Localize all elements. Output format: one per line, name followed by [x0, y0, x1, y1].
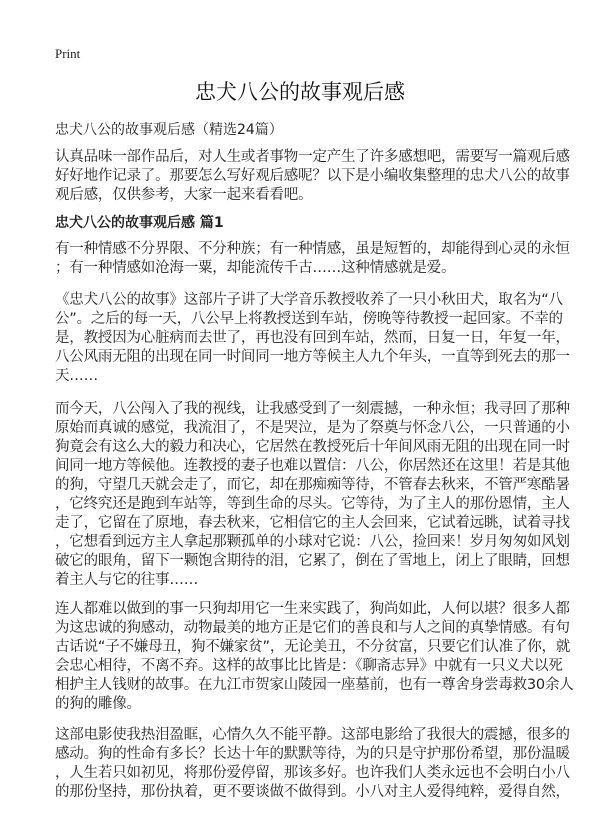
line: ；有一种情感如沧海一粟，却能流传千古……这种情感就是爱。 — [55, 260, 456, 276]
line: 为这忠诚的狗感动，动物最美的地方正是它们的善良和与人之间的真挚情感。有句 — [55, 620, 570, 636]
line: ，它终究还是跑到车站等，等到生命的尽头。它等待，为了主人的那份恩情，主人 — [55, 496, 570, 512]
line: 破它的眼角，留下一颗饱含期待的泪，它累了，倒在了雪地上，闭上了眼睛，回想 — [55, 553, 570, 569]
line: ，人生若只如初见，将那份爱停留，那该多好。也许我们人类永远也不会明白小八 — [55, 765, 570, 781]
section-heading: 忠犬八公的故事观后感 篇1 — [55, 215, 224, 231]
paragraph-5 — [55, 726, 570, 802]
line: 这部电影使我热泪盈眶，心情久久不能平静。这部电影给了我很大的震撼，很多的 — [55, 727, 570, 743]
line: 的狗的雕像。 — [55, 696, 141, 712]
paragraph-2 — [55, 291, 570, 386]
paragraph-4 — [55, 600, 574, 714]
line: 是，教授因为心脏病而去世了，再也没有回到车站，然而，日复一日，年复一年， — [55, 330, 570, 346]
line: 公”。之后的每一天，八公早上将教授送到车站，傍晚等待教授一起回家。不幸的 — [55, 311, 563, 327]
page-title: 忠犬八公的故事观后感 — [195, 80, 405, 104]
line: 好好地作记录了。那要怎么写好观后感呢？以下是小编收集整理的忠犬八公的故事 — [55, 168, 570, 184]
line: 间同一地方等候他。连教授的妻子也难以置信：八公，你居然还在这里！若是其他 — [55, 458, 570, 474]
print-link[interactable]: Print — [55, 46, 81, 61]
line: 《忠犬八公的故事》这部片子讲了大学音乐教授收养了一只小秋田犬，取名为“八 — [55, 292, 563, 308]
line: 天…… — [55, 368, 98, 384]
line: 有一种情感不分界限、不分种族；有一种情感，虽是短暂的，却能得到心灵的永恒 — [55, 241, 570, 257]
line: 连人都难以做到的事一只狗却用它一生来实践了，狗尚如此，人何以堪？很多人都 — [55, 601, 570, 617]
subtitle: 忠犬八公的故事观后感（精选24篇） — [55, 122, 283, 138]
line: 会忠心相待，不离不弃。这样的故事比比皆是：《聊斋志异》中就有一只义犬以死 — [55, 658, 563, 674]
line: 而今天，八公闯入了我的视线，让我感受到了一刻震撼，一种永恒；我寻回了那种 — [55, 401, 570, 417]
line: 的那份坚持，那份执着，更不要谈做不做得到。小八对主人爱得纯粹，爱得自然， — [55, 784, 570, 800]
intro-paragraph — [55, 148, 570, 205]
paragraph-1 — [55, 240, 570, 278]
line: 八公风雨无阻的出现在同一时间同一地方等候主人九个年头，一直等到死去的那一 — [55, 349, 570, 365]
line: 古话说“子不嫌母丑，狗不嫌家贫”，无论美丑，不分贫富，只要它们认准了你，就 — [55, 639, 571, 655]
line: 着主人与它的往事…… — [55, 572, 198, 588]
line: 的狗，守望几天就会走了，而它，却在那痴痴等待，不管春去秋来，不管严寒酷暑 — [55, 477, 570, 493]
line: 狗竟会有这么大的毅力和决心，它居然在教授死后十年间风雨无阻的出现在同一时 — [55, 439, 570, 455]
line: 感动。狗的性命有多长？长达十年的默默等待，为的只是守护那份希望，那份温暖 — [55, 746, 570, 762]
line: 相护主人钱财的故事。在九江市贺家山陵园一座墓前，也有一尊舍身尝毒救30余人 — [55, 677, 574, 693]
line: ，它想看到远方主人拿起那颗孤单的小球对它说：八公，捡回来！岁月匆匆如风划 — [55, 534, 570, 550]
line: 原始而真诚的感觉，我流泪了，不是哭泣，是为了祭奠与怀念八公，一只普通的小 — [55, 420, 570, 436]
line: 认真品味一部作品后，对人生或者事物一定产生了许多感想吧，需要写一篇观后感 — [55, 149, 570, 165]
line: 观后感，仅供参考，大家一起来看看吧。 — [55, 187, 313, 203]
paragraph-3 — [55, 400, 570, 590]
line: 走了，它留在了原地，春去秋来，它相信它的主人会回来，它试着远眺，试着寻找 — [55, 515, 570, 531]
